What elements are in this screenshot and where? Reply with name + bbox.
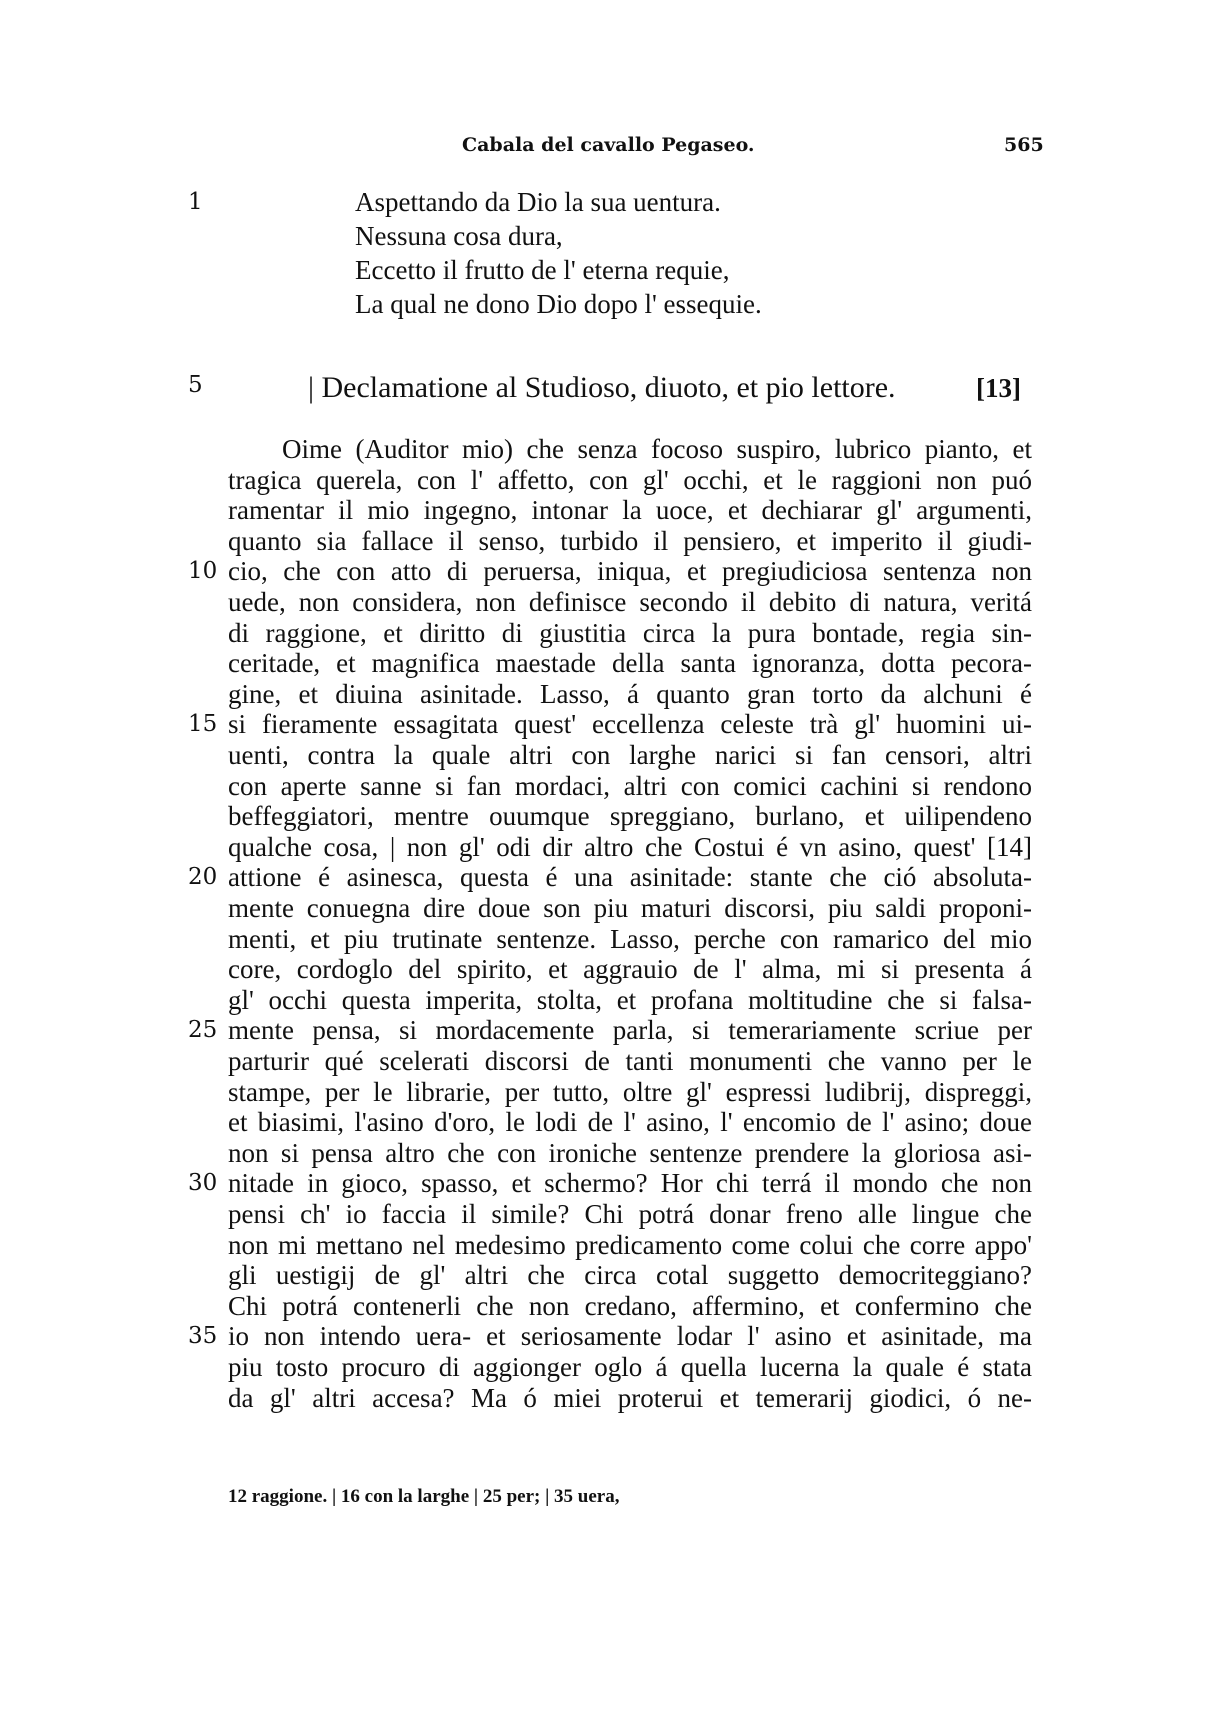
body-line-text: cio, che con atto di peruersa, iniqua, et pregiudiciosa sentenza non <box>228 556 1032 587</box>
verse-line <box>0 219 1208 253</box>
footnote-apparatus: 12 raggione. | 16 con la larghe | 25 per; | 35 uera, <box>228 1486 620 1507</box>
body-line-text: da gl' altri accesa? Ma ó miei proterui et temerarij giodici, ó ne- <box>228 1382 1032 1413</box>
body-line <box>0 646 1208 680</box>
body-line <box>0 891 1208 925</box>
line-number: 35 <box>188 1323 218 1350</box>
running-title: Cabala del cavallo Pegaseo. <box>462 134 755 156</box>
body-line-text: gli uestigij de gl' altri che circa cotal suggetto democriteggiano? <box>228 1260 1032 1291</box>
verse-line <box>0 185 1208 219</box>
body-line <box>0 738 1208 772</box>
body-line-text: gine, et diuina asinitade. Lasso, á quanto gran torto da alchuni é <box>228 678 1032 709</box>
body-line <box>0 493 1208 527</box>
section-heading <box>0 368 1208 402</box>
line-number: 10 <box>188 558 218 585</box>
body-line <box>0 830 1208 864</box>
body-line-text: con aperte sanne si fan mordaci, altri con comici cachini si rendono <box>228 770 1032 801</box>
body-line <box>0 524 1208 558</box>
body-line <box>0 1319 1208 1353</box>
line-number: 25 <box>188 1017 218 1044</box>
body-line <box>0 1350 1208 1384</box>
body-line <box>0 1289 1208 1323</box>
body-line <box>0 1228 1208 1262</box>
body-line-text: Oime (Auditor mio) che senza focoso suspiro, lubrico pianto, et <box>282 434 1032 464</box>
body-line-text: attione é asinesca, questa é una asinitade: stante che ció absoluta- <box>228 862 1032 893</box>
body-line-text: uede, non considera, non definisce secondo il debito di natura, veritá <box>228 587 1032 617</box>
body-line-text: core, cordoglo del spirito, et aggrauio de l' alma, mi si presenta á <box>228 954 1032 985</box>
body-line <box>0 1197 1208 1231</box>
body-line-text: tragica querela, con l' affetto, con gl' occhi, et le raggioni non puó <box>228 464 1032 495</box>
body-line-text: beffeggiatori, mentre ouumque spreggiano, burlano, et uilipendeno <box>228 801 1032 832</box>
body-line <box>0 1381 1208 1415</box>
body-line <box>0 983 1208 1017</box>
body-line <box>0 922 1208 956</box>
body-line-text: quanto sia fallace il senso, turbido il pensiero, et imperito il giudi- <box>228 525 1032 556</box>
heading-title: | Declamatione al Studioso, diuoto, et pio lettore. <box>308 371 896 404</box>
verse-line <box>0 253 1208 287</box>
body-line <box>0 799 1208 833</box>
body-line <box>0 1013 1208 1047</box>
body-line-text: Chi potrá contenerli che non credano, affermino, et confermino che <box>228 1290 1032 1321</box>
body-line-text: gl' occhi questa imperita, stolta, et profana moltitudine che si falsa- <box>228 984 1032 1015</box>
body-line-text: menti, et piu trutinate sentenze. Lasso, perche con ramarico del mio <box>228 923 1032 954</box>
page-reference: [13] <box>976 373 1021 403</box>
body-line <box>0 463 1208 497</box>
line-number: 15 <box>188 711 218 738</box>
body-line <box>0 860 1208 894</box>
body-line <box>0 1044 1208 1078</box>
line-number: 30 <box>188 1170 218 1197</box>
body-line-text: qualche cosa, | non gl' odi dir altro che Costui é vn asino, quest' [14] <box>228 831 1032 862</box>
body-line <box>0 616 1208 650</box>
verse-line <box>0 287 1208 321</box>
body-line-text: parturir qué scelerati discorsi de tanti monumenti che vanno per le <box>228 1046 1032 1076</box>
line-number: 20 <box>188 864 218 891</box>
body-line-text: pensi ch' io faccia il simile? Chi potrá donar freno alle lingue che <box>228 1199 1032 1229</box>
verse-text: Nessuna cosa dura, <box>355 221 563 251</box>
body-line-text: io non intendo uera- et seriosamente lodar l' asino et asinitade, ma <box>228 1321 1032 1352</box>
body-line <box>0 707 1208 741</box>
body-line <box>0 1105 1208 1139</box>
page-number: 565 <box>1004 134 1044 156</box>
body-line-text: non mi mettano nel medesimo predicamento come colui che corre appo' <box>228 1229 1032 1260</box>
body-line <box>0 432 1208 466</box>
line-number: 5 <box>188 372 203 398</box>
body-line <box>0 1166 1208 1200</box>
body-line-text: uenti, contra la quale altri con larghe narici si fan censori, altri <box>228 740 1032 770</box>
body-line-text: ceritade, et magnifica maestade della santa ignoranza, dotta pecora- <box>228 648 1032 679</box>
body-line-text: nitade in gioco, spasso, et schermo? Hor chi terrá il mondo che non <box>228 1168 1032 1199</box>
body-line <box>0 554 1208 588</box>
body-line <box>0 1258 1208 1292</box>
body-line <box>0 677 1208 711</box>
body-line-text: ramentar il mio ingegno, intonar la uoce, et dechiarar gl' argumenti, <box>228 495 1032 526</box>
verse-text: Aspettando da Dio la sua uentura. <box>355 187 721 217</box>
verse-text: La qual ne dono Dio dopo l' essequie. <box>355 289 762 319</box>
verse-text: Eccetto il frutto de l' eterna requie, <box>355 255 730 285</box>
body-line-text: stampe, per le librarie, per tutto, oltre gl' espressi ludibrij, dispreggi, <box>228 1076 1032 1107</box>
body-line-text: non si pensa altro che con ironiche sentenze prendere la gloriosa asi- <box>228 1137 1032 1168</box>
body-line <box>0 585 1208 619</box>
body-line <box>0 952 1208 986</box>
body-line-text: et biasimi, l'asino d'oro, le lodi de l' asino, l' encomio de l' asino; doue <box>228 1107 1032 1138</box>
line-number: 1 <box>188 189 203 215</box>
body-line-text: di raggione, et diritto di giustitia circa la pura bontade, regia sin- <box>228 617 1032 648</box>
body-line-text: mente pensa, si mordacemente parla, si temerariamente scriue per <box>228 1015 1032 1046</box>
body-line-text: piu tosto procuro di aggionger oglo á quella lucerna la quale é stata <box>228 1352 1032 1382</box>
body-line <box>0 1075 1208 1109</box>
body-line-text: mente conuegna dire doue son piu maturi discorsi, piu saldi proponi- <box>228 893 1032 923</box>
body-line <box>0 1136 1208 1170</box>
body-line-text: si fieramente essagitata quest' eccellenza celeste trà gl' huomini ui- <box>228 709 1032 740</box>
body-line <box>0 769 1208 803</box>
